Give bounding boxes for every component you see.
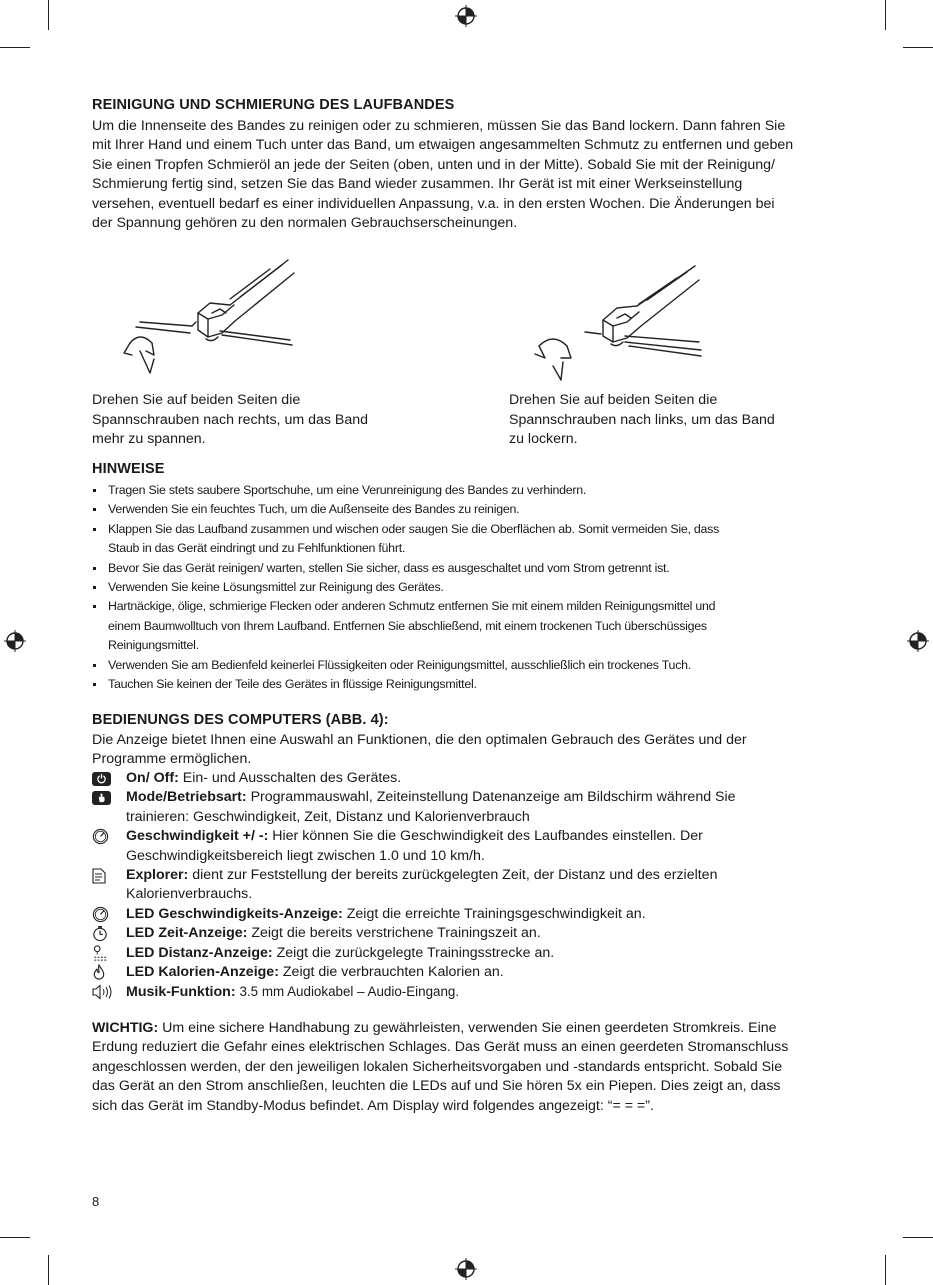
list-item-text: Klappen Sie das Laufband zusammen und wischen oder saugen Sie die Oberflächen ab. Somit vermeiden Sie, dass bbox=[108, 521, 720, 536]
text-line: Um die Innenseite des Bandes zu reinigen oder zu schmieren, müssen Sie das Band lockern. Dann fahren Sie bbox=[92, 118, 786, 134]
text-line: angeschlossen werden, der den jeweiligen lokalen Sicherheitsvorgaben und -standards entspricht. Sobald Sie bbox=[92, 1058, 783, 1075]
text-line: Drehen Sie auf beiden Seiten die bbox=[509, 392, 718, 408]
function-description: Programmauswahl, Zeiteinstellung Datenanzeige am Bildschirm während Sie bbox=[250, 789, 736, 806]
important-paragraph bbox=[92, 1019, 872, 1116]
function-description: Zeigt die bereits verstrichene Trainingszeit an. bbox=[251, 925, 541, 942]
list-item-text: Verwenden Sie keine Lösungsmittel zur Reinigung des Gerätes. bbox=[108, 580, 444, 595]
text-line: zu lockern. bbox=[509, 431, 578, 448]
text-line: sich das Gerät im Standby-Modus befindet. Am Display wird folgendes angezeigt: “= = =”. bbox=[92, 1097, 654, 1114]
right-figure-caption bbox=[509, 391, 829, 450]
function-label: Explorer: bbox=[126, 867, 189, 884]
function-description: dient zur Feststellung der bereits zurückgelegten Zeit, der Distanz und des erzielten bbox=[192, 867, 718, 884]
tension-screw-tighten-illustration bbox=[110, 255, 310, 385]
function-description: Zeigt die erreichte Trainingsgeschwindigkeit an. bbox=[346, 905, 646, 922]
text-line: das Gerät an den Strom anschließen, leuchten die LEDs auf und Sie hören 5x ein Piepen. Dies zeigt an, dass bbox=[92, 1078, 781, 1095]
function-description: Geschwindigkeitsbereich liegt zwischen 1.0 und 10 km/h. bbox=[126, 847, 485, 864]
function-label: On/ Off: bbox=[126, 770, 179, 786]
left-figure-caption bbox=[92, 391, 412, 450]
function-description: Zeigt die zurückgelegte Trainingsstrecke an. bbox=[276, 944, 555, 961]
list-item-text: Hartnäckige, ölige, schmierige Flecken oder anderen Schmutz entfernen Sie mit einem milden Reinigungsmittel und bbox=[108, 599, 716, 614]
list-item-text: Tragen Sie stets saubere Sportschuhe, um eine Verunreinigung des Bandes zu verhindern. bbox=[108, 483, 587, 497]
function-label: Musik-Funktion: bbox=[126, 984, 236, 1001]
tension-screw-loosen-illustration bbox=[525, 262, 725, 387]
notes-heading: HINWEISE bbox=[92, 461, 165, 477]
crop-mark-top-right-vertical bbox=[885, 0, 886, 30]
computer-intro bbox=[92, 731, 852, 770]
function-row-music bbox=[92, 982, 862, 1002]
function-label: LED Kalorien-Anzeige: bbox=[126, 964, 279, 981]
registration-mark-icon bbox=[455, 5, 477, 27]
function-label: Mode/Betriebsart: bbox=[126, 789, 247, 806]
page-number: 8 bbox=[92, 1194, 100, 1209]
text-line: mehr zu spannen. bbox=[92, 431, 206, 448]
crop-mark-top-right-horizontal bbox=[903, 47, 933, 48]
list-item-text: Verwenden Sie am Bedienfeld keinerlei Flüssigkeiten oder Reinigungsmittel, ausschließlich ein trockenes Tuch. bbox=[108, 657, 691, 672]
speedometer-icon bbox=[92, 828, 109, 845]
list-item bbox=[92, 481, 832, 500]
list-item bbox=[92, 675, 832, 694]
function-description: trainieren: Geschwindigkeit, Zeit, Distanz und Kalorienverbrauch bbox=[126, 808, 530, 825]
function-label: LED Zeit-Anzeige: bbox=[126, 925, 248, 942]
registration-mark-icon bbox=[4, 630, 26, 652]
text-line: Spannschrauben nach rechts, um das Band bbox=[92, 411, 369, 428]
function-label: Geschwindigkeit +/ -: bbox=[126, 828, 269, 845]
list-item-text: Tauchen Sie keinen der Teile des Gerätes in flüssige Reinigungsmittel. bbox=[108, 677, 477, 692]
explorer-icon bbox=[92, 868, 106, 884]
text-line: mit Ihrer Hand und einem Tuch unter das Band, um etwaigen angesammelten Schmutz zu entfernen und geben bbox=[92, 137, 794, 154]
flame-icon bbox=[92, 964, 106, 981]
speaker-icon bbox=[92, 984, 114, 1000]
notes-list bbox=[92, 481, 832, 694]
text-line: Um eine sichere Handhabung zu gewährleisten, verwenden Sie einen geerdeten Stromkreis. Eine bbox=[158, 1020, 777, 1036]
distance-icon bbox=[92, 945, 110, 962]
function-description: Kalorienverbrauchs. bbox=[126, 886, 253, 903]
function-list bbox=[92, 769, 862, 1003]
function-row-mode bbox=[92, 788, 862, 827]
text-line: Spannschrauben nach links, um das Band bbox=[509, 411, 775, 428]
speedometer-icon bbox=[92, 906, 109, 923]
text-line: Die Anzeige bietet Ihnen eine Auswahl an Funktionen, die den optimalen Gebrauch des Gerätes und der bbox=[92, 732, 747, 748]
important-label: WICHTIG: bbox=[92, 1020, 159, 1036]
function-row-led-speed bbox=[92, 905, 862, 924]
function-row-speed bbox=[92, 827, 862, 866]
mode-hand-icon bbox=[92, 791, 111, 805]
list-item bbox=[92, 578, 832, 597]
list-item bbox=[92, 597, 832, 655]
text-line: der Spannung gehören zu den normalen Gebrauchserscheinungen. bbox=[92, 215, 518, 232]
function-description: Zeigt die verbrauchten Kalorien an. bbox=[282, 964, 504, 981]
list-item-text: Staub in das Gerät eindringt und zu Fehlfunktionen führt. bbox=[108, 541, 406, 556]
text-line: Drehen Sie auf beiden Seiten die bbox=[92, 392, 301, 408]
text-line: versehen, eventuell bedarf es einer individuellen Anpassung, v.a. in den ersten Wochen. Die Änderungen bei bbox=[92, 195, 775, 212]
crop-mark-bottom-right-vertical bbox=[885, 1255, 886, 1285]
function-description: 3.5 mm Audiokabel – Audio-Eingang. bbox=[239, 984, 460, 1000]
crop-mark-bottom-right-horizontal bbox=[903, 1237, 933, 1238]
computer-heading: BEDIENUNGS DES COMPUTERS (ABB. 4): bbox=[92, 712, 389, 728]
crop-mark-bottom-left-vertical bbox=[48, 1255, 49, 1285]
list-item bbox=[92, 559, 832, 578]
text-line: Programme ermöglichen. bbox=[92, 751, 252, 768]
function-row-led-time bbox=[92, 924, 862, 943]
crop-mark-top-left-horizontal bbox=[0, 47, 30, 48]
power-icon bbox=[92, 772, 111, 786]
cleaning-paragraph bbox=[92, 117, 852, 233]
function-row-on-off bbox=[92, 769, 862, 788]
stopwatch-icon bbox=[92, 925, 108, 942]
list-item-text: Reinigungsmittel. bbox=[108, 638, 199, 653]
registration-mark-icon bbox=[907, 630, 929, 652]
list-item bbox=[92, 500, 832, 519]
function-label: LED Geschwindigkeits-Anzeige: bbox=[126, 905, 343, 922]
function-row-explorer bbox=[92, 866, 862, 905]
list-item-text: Verwenden Sie ein feuchtes Tuch, um die Außenseite des Bandes zu reinigen. bbox=[108, 502, 520, 517]
list-item bbox=[92, 520, 832, 559]
function-description: Hier können Sie die Geschwindigkeit des Laufbandes einstellen. Der bbox=[272, 828, 703, 845]
function-label: LED Distanz-Anzeige: bbox=[126, 944, 273, 961]
crop-mark-top-left-vertical bbox=[48, 0, 49, 30]
text-line: Sie einen Tropfen Schmieröl an jede der Seiten (oben, unten und in der Mitte). Sobald Sie mit der Reinigung/ bbox=[92, 156, 775, 173]
function-description: Ein- und Ausschalten des Gerätes. bbox=[182, 770, 402, 786]
list-item-text: einem Baumwolltuch von Ihrem Laufband. Entfernen Sie abschließend, mit einem trockenen Tuch überschüssiges bbox=[108, 618, 707, 633]
crop-mark-bottom-left-horizontal bbox=[0, 1237, 30, 1238]
text-line: Erdung reduziert die Gefahr eines elektrischen Schlages. Das Gerät muss an einen geerdeten Stromanschluss bbox=[92, 1039, 789, 1056]
list-item bbox=[92, 656, 832, 675]
function-row-led-distance bbox=[92, 944, 862, 963]
registration-mark-icon bbox=[455, 1258, 477, 1280]
function-row-led-calories bbox=[92, 963, 862, 982]
text-line: Schmierung fertig sind, setzen Sie das Band wieder zusammen. Ihr Gerät ist mit einer Werkseinstellung bbox=[92, 176, 743, 193]
cleaning-heading: REINIGUNG UND SCHMIERUNG DES LAUFBANDES bbox=[92, 97, 455, 113]
list-item-text: Bevor Sie das Gerät reinigen/ warten, stellen Sie sicher, dass es ausgeschaltet und vom Strom getrennt ist. bbox=[108, 560, 670, 575]
